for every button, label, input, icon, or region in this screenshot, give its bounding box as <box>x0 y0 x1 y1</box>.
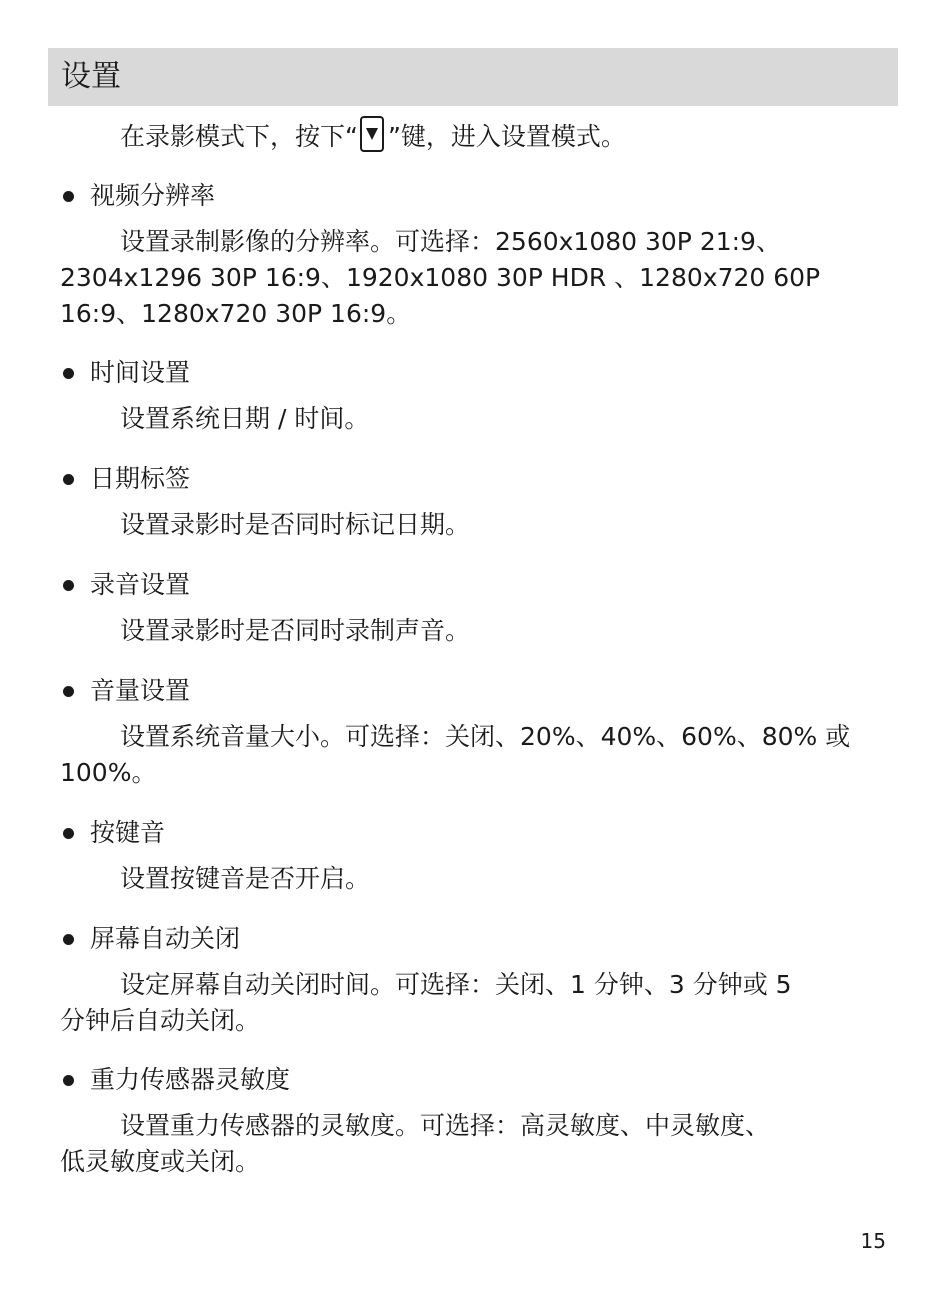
section-body: 设置系统日期 / 时间。 <box>120 404 370 433</box>
page-number: 15 <box>860 1229 886 1253</box>
intro-text-before: 在录影模式下，按下“ <box>120 122 358 151</box>
bullet-icon <box>63 828 74 839</box>
section-body: 设定屏幕自动关闭时间。可选择：关闭、1 分钟、3 分钟或 5 分钟后自动关闭。 <box>60 970 792 1035</box>
section-audio-recording <box>60 567 890 649</box>
intro-text-after: ”键，进入设置模式。 <box>387 122 626 151</box>
section-title-text: 重力传感器灵敏度 <box>90 1065 291 1094</box>
section-title <box>60 567 890 603</box>
section-title-text: 屏幕自动关闭 <box>90 924 241 953</box>
section-title <box>60 673 890 709</box>
down-arrow-key-icon <box>360 116 384 152</box>
section-time-setting <box>60 355 890 437</box>
section-title <box>60 178 890 214</box>
section-body: 设置系统音量大小。可选择：关闭、20%、40%、60%、80% 或 100%。 <box>60 722 851 787</box>
bullet-icon <box>63 191 74 202</box>
section-title <box>60 355 890 391</box>
bullet-icon <box>63 934 74 945</box>
bullet-icon <box>63 580 74 591</box>
section-title-text: 录音设置 <box>90 570 191 599</box>
section-body: 设置重力传感器的灵敏度。可选择：高灵敏度、中灵敏度、 低灵敏度或关闭。 <box>60 1111 771 1176</box>
bullet-icon <box>63 1075 74 1086</box>
section-body: 设置录影时是否同时标记日期。 <box>120 510 471 539</box>
section-title <box>60 921 890 957</box>
bullet-icon <box>63 368 74 379</box>
bullet-icon <box>63 474 74 485</box>
page-title: 设置 <box>61 59 121 94</box>
section-title <box>60 1062 890 1098</box>
section-title <box>60 815 890 851</box>
section-body: 设置录制影像的分辨率。可选择：2560x1080 30P 21:9、 2304x1296 30P 16:9、1920x1080 30P HDR 、1280x720 60P 16:9、1280x720 30P 16:9。 <box>60 227 821 328</box>
section-date-stamp <box>60 461 890 543</box>
section-g-sensor-sensitivity <box>60 1062 890 1180</box>
section-body: 设置按键音是否开启。 <box>120 864 371 893</box>
section-title-text: 音量设置 <box>90 676 191 705</box>
section-title-text: 日期标签 <box>90 464 191 493</box>
section-screen-auto-off <box>60 921 890 1039</box>
section-body: 设置录影时是否同时录制声音。 <box>120 616 471 645</box>
intro-paragraph <box>120 118 626 156</box>
section-title-text: 视频分辨率 <box>90 181 216 210</box>
section-header-bar <box>48 48 898 106</box>
section-volume-setting <box>60 673 890 791</box>
section-title-text: 按键音 <box>90 818 166 847</box>
section-title-text: 时间设置 <box>90 358 191 387</box>
section-video-resolution <box>60 178 890 332</box>
section-title <box>60 461 890 497</box>
section-key-tone <box>60 815 890 897</box>
bullet-icon <box>63 686 74 697</box>
